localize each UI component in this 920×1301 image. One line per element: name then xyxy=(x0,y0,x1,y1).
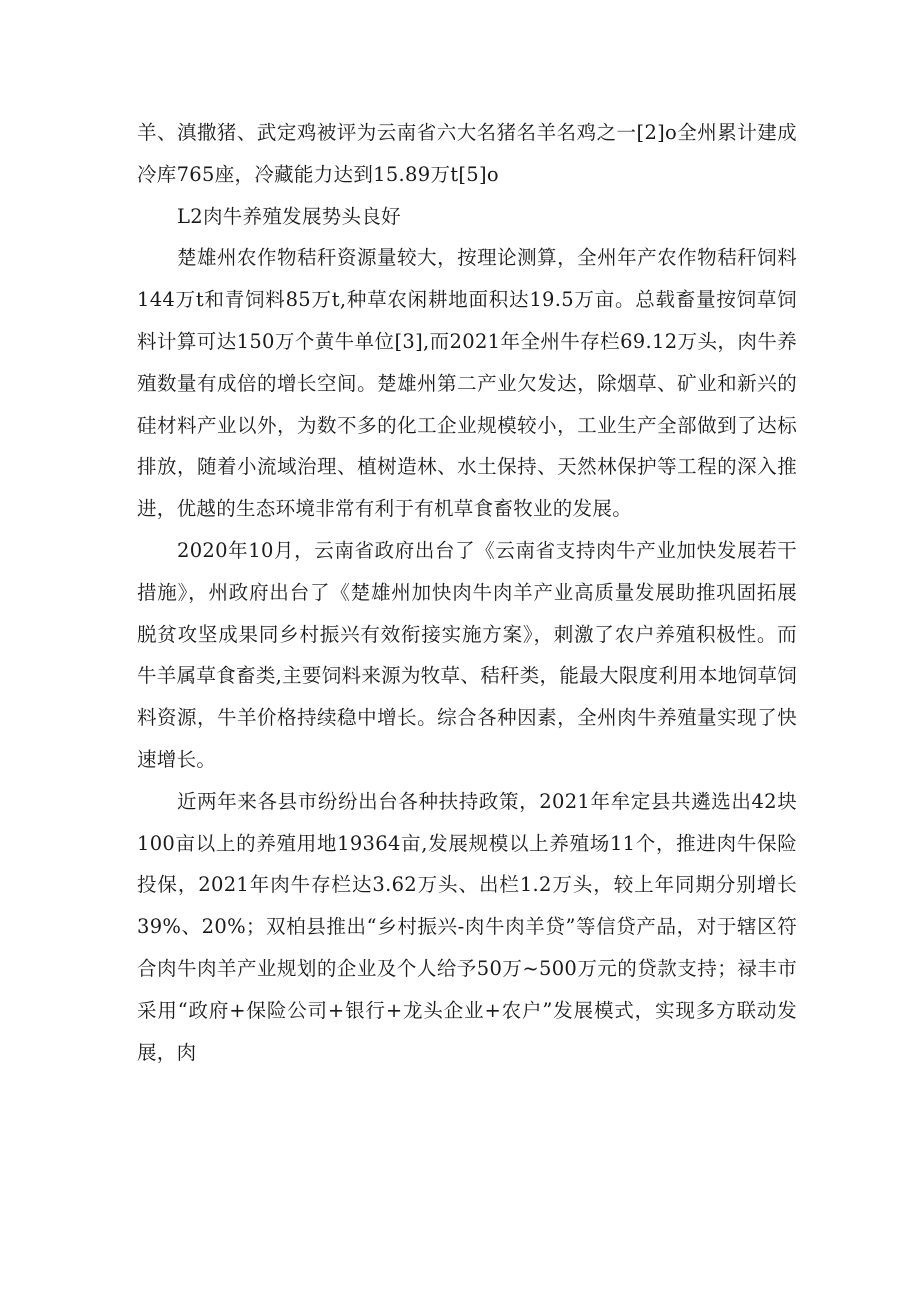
paragraph-continuation: 羊、滇撒猪、武定鸡被评为云南省六大名猪名羊名鸡之一[2]o全州累计建成冷库765座，冷藏能力达到15.89万t[5]o xyxy=(137,121,797,186)
paragraph-straw-resources: 楚雄州农作物秸秆资源量较大，按理论测算，全州年产农作物秸秆饲料144万t和青饲料85万t,种草农闲耕地面积达19.5万亩。总载畜量按饲草饲料计算可达150万个黄牛单位[3],而2021年全州牛存栏69.12万头，肉牛养殖数量有成倍的增长空间。楚雄州第二产业欠发达，除烟草、矿业和新兴的硅材料产业以外，为数不多的化工企业规模较小，工业生产全部做到了达标排放，随着小流域治理、植树造林、水土保持、天然林保护等工程的深入推进，优越的生态环境非常有利于有机草食畜牧业的发展。 xyxy=(137,246,797,521)
document-body xyxy=(137,112,797,1073)
section-heading: L2肉牛养殖发展势头良好 xyxy=(177,204,401,228)
paragraph-county-support: 近两年来各县市纷纷出台各种扶持政策，2021年牟定县共遴选出42块100亩以上的养殖用地19364亩,发展规模以上养殖场11个，推进肉牛保险投保，2021年肉牛存栏达3.62万头、出栏1.2万头，较上年同期分别增长39%、20%；双柏县推出“乡村振兴-肉牛肉羊贷”等信贷产品，对于辖区符合肉牛肉羊产业规划的企业及个人给予50万~500万元的贷款支持；禄丰市采用“政府+保险公司+银行+龙头企业+农户”发展模式，实现多方联动发展，肉 xyxy=(137,789,797,1064)
paragraph-policy-measures: 2020年10月，云南省政府出台了《云南省支持肉牛产业加快发展若干措施》，州政府出台了《楚雄州加快肉牛肉羊产业高质量发展助推巩固拓展脱贫攻坚成果同乡村振兴有效衔接实施方案》，刺激了农户养殖积极性。而牛羊属草食畜类,主要饲料来源为牧草、秸秆类，能最大限度利用本地饲草饲料资源，牛羊价格持续稳中增长。综合各种因素，全州肉牛养殖量实现了快速增长。 xyxy=(137,538,797,771)
